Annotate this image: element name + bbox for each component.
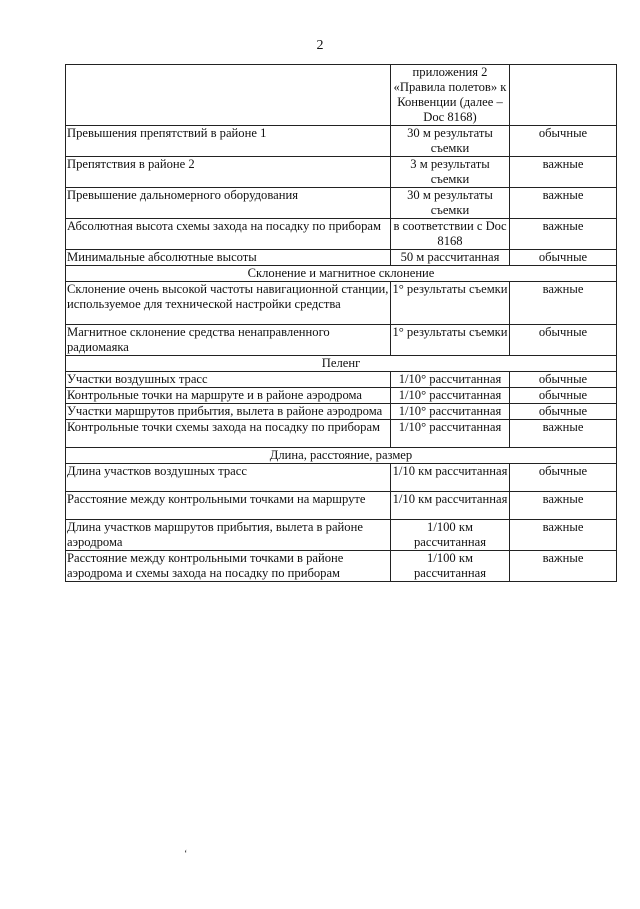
table-row bbox=[66, 372, 617, 388]
table-row bbox=[66, 282, 617, 325]
table-row bbox=[66, 65, 617, 126]
row-value-cell: 1° результаты съемки bbox=[391, 325, 510, 356]
table-row bbox=[66, 126, 617, 157]
row-name-cell bbox=[66, 65, 391, 126]
row-class-cell: важные bbox=[510, 282, 617, 325]
row-name-cell: Превышения препятствий в районе 1 bbox=[66, 126, 391, 157]
table-row bbox=[66, 188, 617, 219]
section-row bbox=[66, 266, 617, 282]
table-row bbox=[66, 520, 617, 551]
row-class-cell: важные bbox=[510, 492, 617, 520]
row-name-cell: Длина участков воздушных трасс bbox=[66, 464, 391, 492]
row-class-cell: важные bbox=[510, 219, 617, 250]
row-value-cell: 1/10° рассчитанная bbox=[391, 388, 510, 404]
row-value-cell: 30 м результаты съемки bbox=[391, 126, 510, 157]
row-value-cell: 1/100 км рассчитанная bbox=[391, 520, 510, 551]
row-name-cell: Магнитное склонение средства ненаправленного радиомаяка bbox=[66, 325, 391, 356]
row-value-cell: 1° результаты съемки bbox=[391, 282, 510, 325]
row-class-cell bbox=[510, 65, 617, 126]
table-row bbox=[66, 219, 617, 250]
row-name-cell: Контрольные точки на маршруте и в районе аэродрома bbox=[66, 388, 391, 404]
requirements-table bbox=[65, 64, 617, 582]
row-class-cell: важные bbox=[510, 551, 617, 582]
table-body bbox=[66, 65, 617, 582]
row-value-cell: 1/10° рассчитанная bbox=[391, 372, 510, 388]
row-value-cell: в соответствии с Doc 8168 bbox=[391, 219, 510, 250]
row-class-cell: обычные bbox=[510, 126, 617, 157]
row-class-cell: важные bbox=[510, 420, 617, 448]
page-number: 2 bbox=[316, 38, 324, 53]
row-class-cell: обычные bbox=[510, 325, 617, 356]
table-row bbox=[66, 388, 617, 404]
row-value-cell: 1/10° рассчитанная bbox=[391, 420, 510, 448]
row-name-cell: Склонение очень высокой частоты навигационной станции, используемое для технической настройки средства bbox=[66, 282, 391, 325]
section-title: Длина, расстояние, размер bbox=[66, 448, 617, 464]
section-title: Склонение и магнитное склонение bbox=[66, 266, 617, 282]
section-title: Пеленг bbox=[66, 356, 617, 372]
row-name-cell: Участки воздушных трасс bbox=[66, 372, 391, 388]
table-row bbox=[66, 404, 617, 420]
row-name-cell: Контрольные точки схемы захода на посадку по приборам bbox=[66, 420, 391, 448]
row-value-cell: 3 м результаты съемки bbox=[391, 157, 510, 188]
row-class-cell: обычные bbox=[510, 404, 617, 420]
row-class-cell: обычные bbox=[510, 464, 617, 492]
row-value-cell: 30 м результаты съемки bbox=[391, 188, 510, 219]
table-row bbox=[66, 250, 617, 266]
row-value-cell: 1/10° рассчитанная bbox=[391, 404, 510, 420]
table-row bbox=[66, 420, 617, 448]
row-name-cell: Расстояние между контрольными точками на маршруте bbox=[66, 492, 391, 520]
section-row bbox=[66, 448, 617, 464]
table-row bbox=[66, 464, 617, 492]
scan-mark: ‘ bbox=[184, 849, 188, 860]
row-class-cell: обычные bbox=[510, 388, 617, 404]
row-value-cell: 50 м рассчитанная bbox=[391, 250, 510, 266]
row-name-cell: Длина участков маршрутов прибытия, вылета в районе аэродрома bbox=[66, 520, 391, 551]
row-name-cell: Участки маршрутов прибытия, вылета в районе аэродрома bbox=[66, 404, 391, 420]
row-class-cell: обычные bbox=[510, 250, 617, 266]
row-class-cell: важные bbox=[510, 157, 617, 188]
row-value-cell: 1/100 км рассчитанная bbox=[391, 551, 510, 582]
row-class-cell: обычные bbox=[510, 372, 617, 388]
row-name-cell: Минимальные абсолютные высоты bbox=[66, 250, 391, 266]
row-value-cell: приложения 2 «Правила полетов» к Конвенции (далее – Doc 8168) bbox=[391, 65, 510, 126]
table-row bbox=[66, 551, 617, 582]
section-row bbox=[66, 356, 617, 372]
row-name-cell: Абсолютная высота схемы захода на посадку по приборам bbox=[66, 219, 391, 250]
table-row bbox=[66, 157, 617, 188]
row-class-cell: важные bbox=[510, 188, 617, 219]
row-name-cell: Расстояние между контрольными точками в районе аэродрома и схемы захода на посадку по приборам bbox=[66, 551, 391, 582]
table-row bbox=[66, 325, 617, 356]
row-class-cell: важные bbox=[510, 520, 617, 551]
row-value-cell: 1/10 км рассчитанная bbox=[391, 464, 510, 492]
row-value-cell: 1/10 км рассчитанная bbox=[391, 492, 510, 520]
row-name-cell: Препятствия в районе 2 bbox=[66, 157, 391, 188]
table-row bbox=[66, 492, 617, 520]
row-name-cell: Превышение дальномерного оборудования bbox=[66, 188, 391, 219]
